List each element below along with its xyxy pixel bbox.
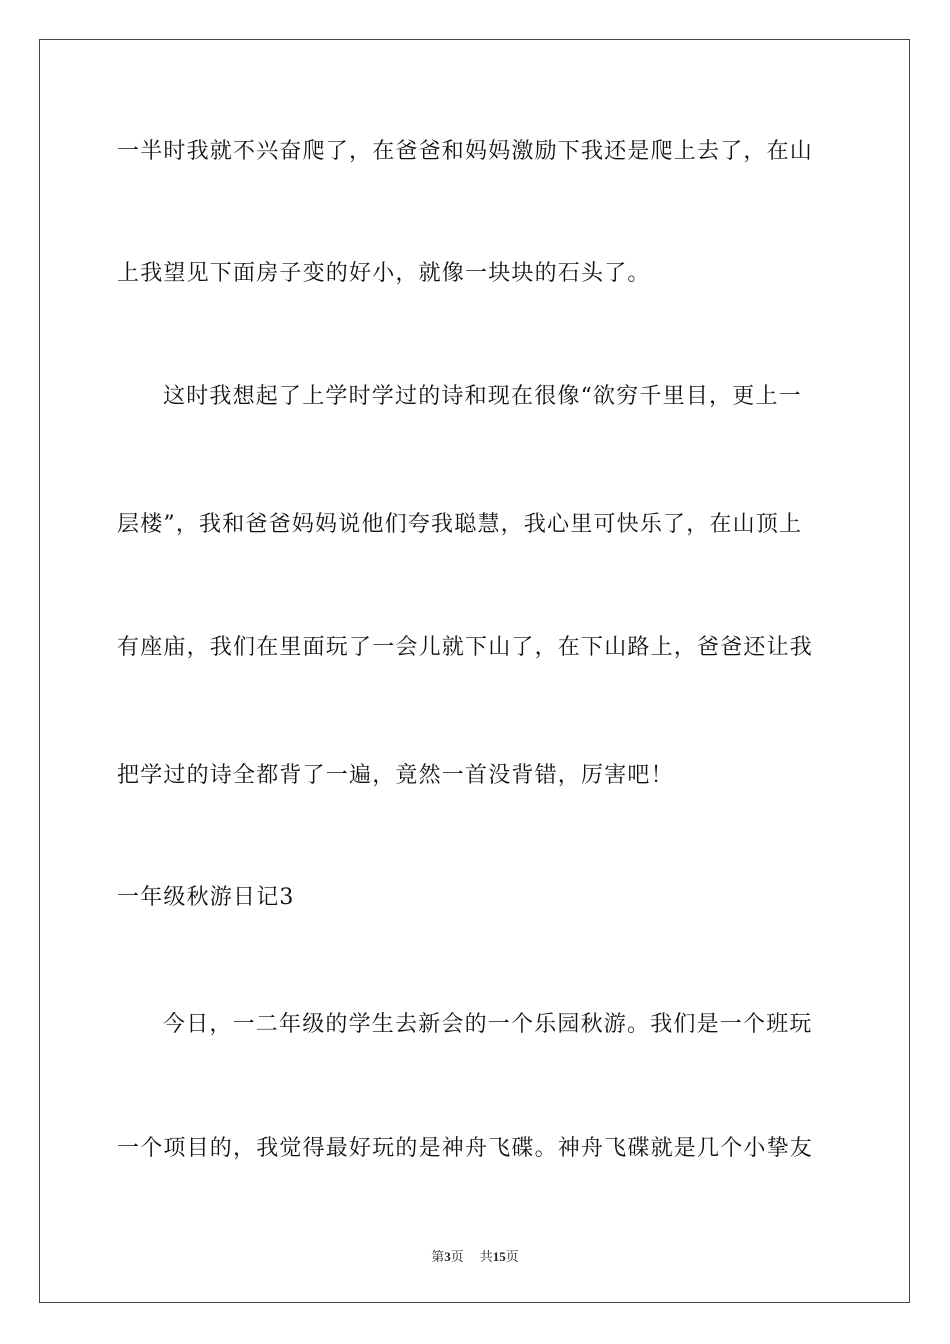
page-prefix: 第	[431, 1249, 445, 1264]
page-border	[39, 39, 910, 1303]
total-prefix: 共	[479, 1249, 493, 1264]
total-suffix: 页	[505, 1249, 519, 1264]
body-text-line: 一半时我就不兴奋爬了，在爸爸和妈妈激励下我还是爬上去了，在山	[117, 139, 814, 164]
paragraph-first-line: 这时我想起了上学时学过的诗和现在很像“欲穷千里目，更上一	[163, 384, 802, 409]
page-footer	[0, 1248, 950, 1266]
body-text-line: 把学过的诗全都背了一遍，竟然一首没背错，厉害吧！	[117, 763, 674, 788]
body-text-line: 上我望见下面房子变的好小，就像一块块的石头了。	[117, 261, 651, 286]
body-text-line: 一个项目的，我觉得最好玩的是神舟飞碟。神舟飞碟就是几个小挚友	[117, 1136, 814, 1161]
total-pages: 15	[492, 1249, 506, 1264]
body-text-line: 层楼”，我和爸爸妈妈说他们夸我聪慧，我心里可快乐了，在山顶上	[117, 512, 803, 537]
page-suffix: 页	[450, 1249, 464, 1264]
section-heading: 一年级秋游日记3	[117, 885, 295, 910]
page-number: 3	[444, 1249, 451, 1264]
paragraph-first-line: 今日，一二年级的学生去新会的一个乐园秋游。我们是一个班玩	[163, 1012, 813, 1037]
body-text-line: 有座庙，我们在里面玩了一会儿就下山了，在下山路上，爸爸还让我	[117, 635, 814, 660]
